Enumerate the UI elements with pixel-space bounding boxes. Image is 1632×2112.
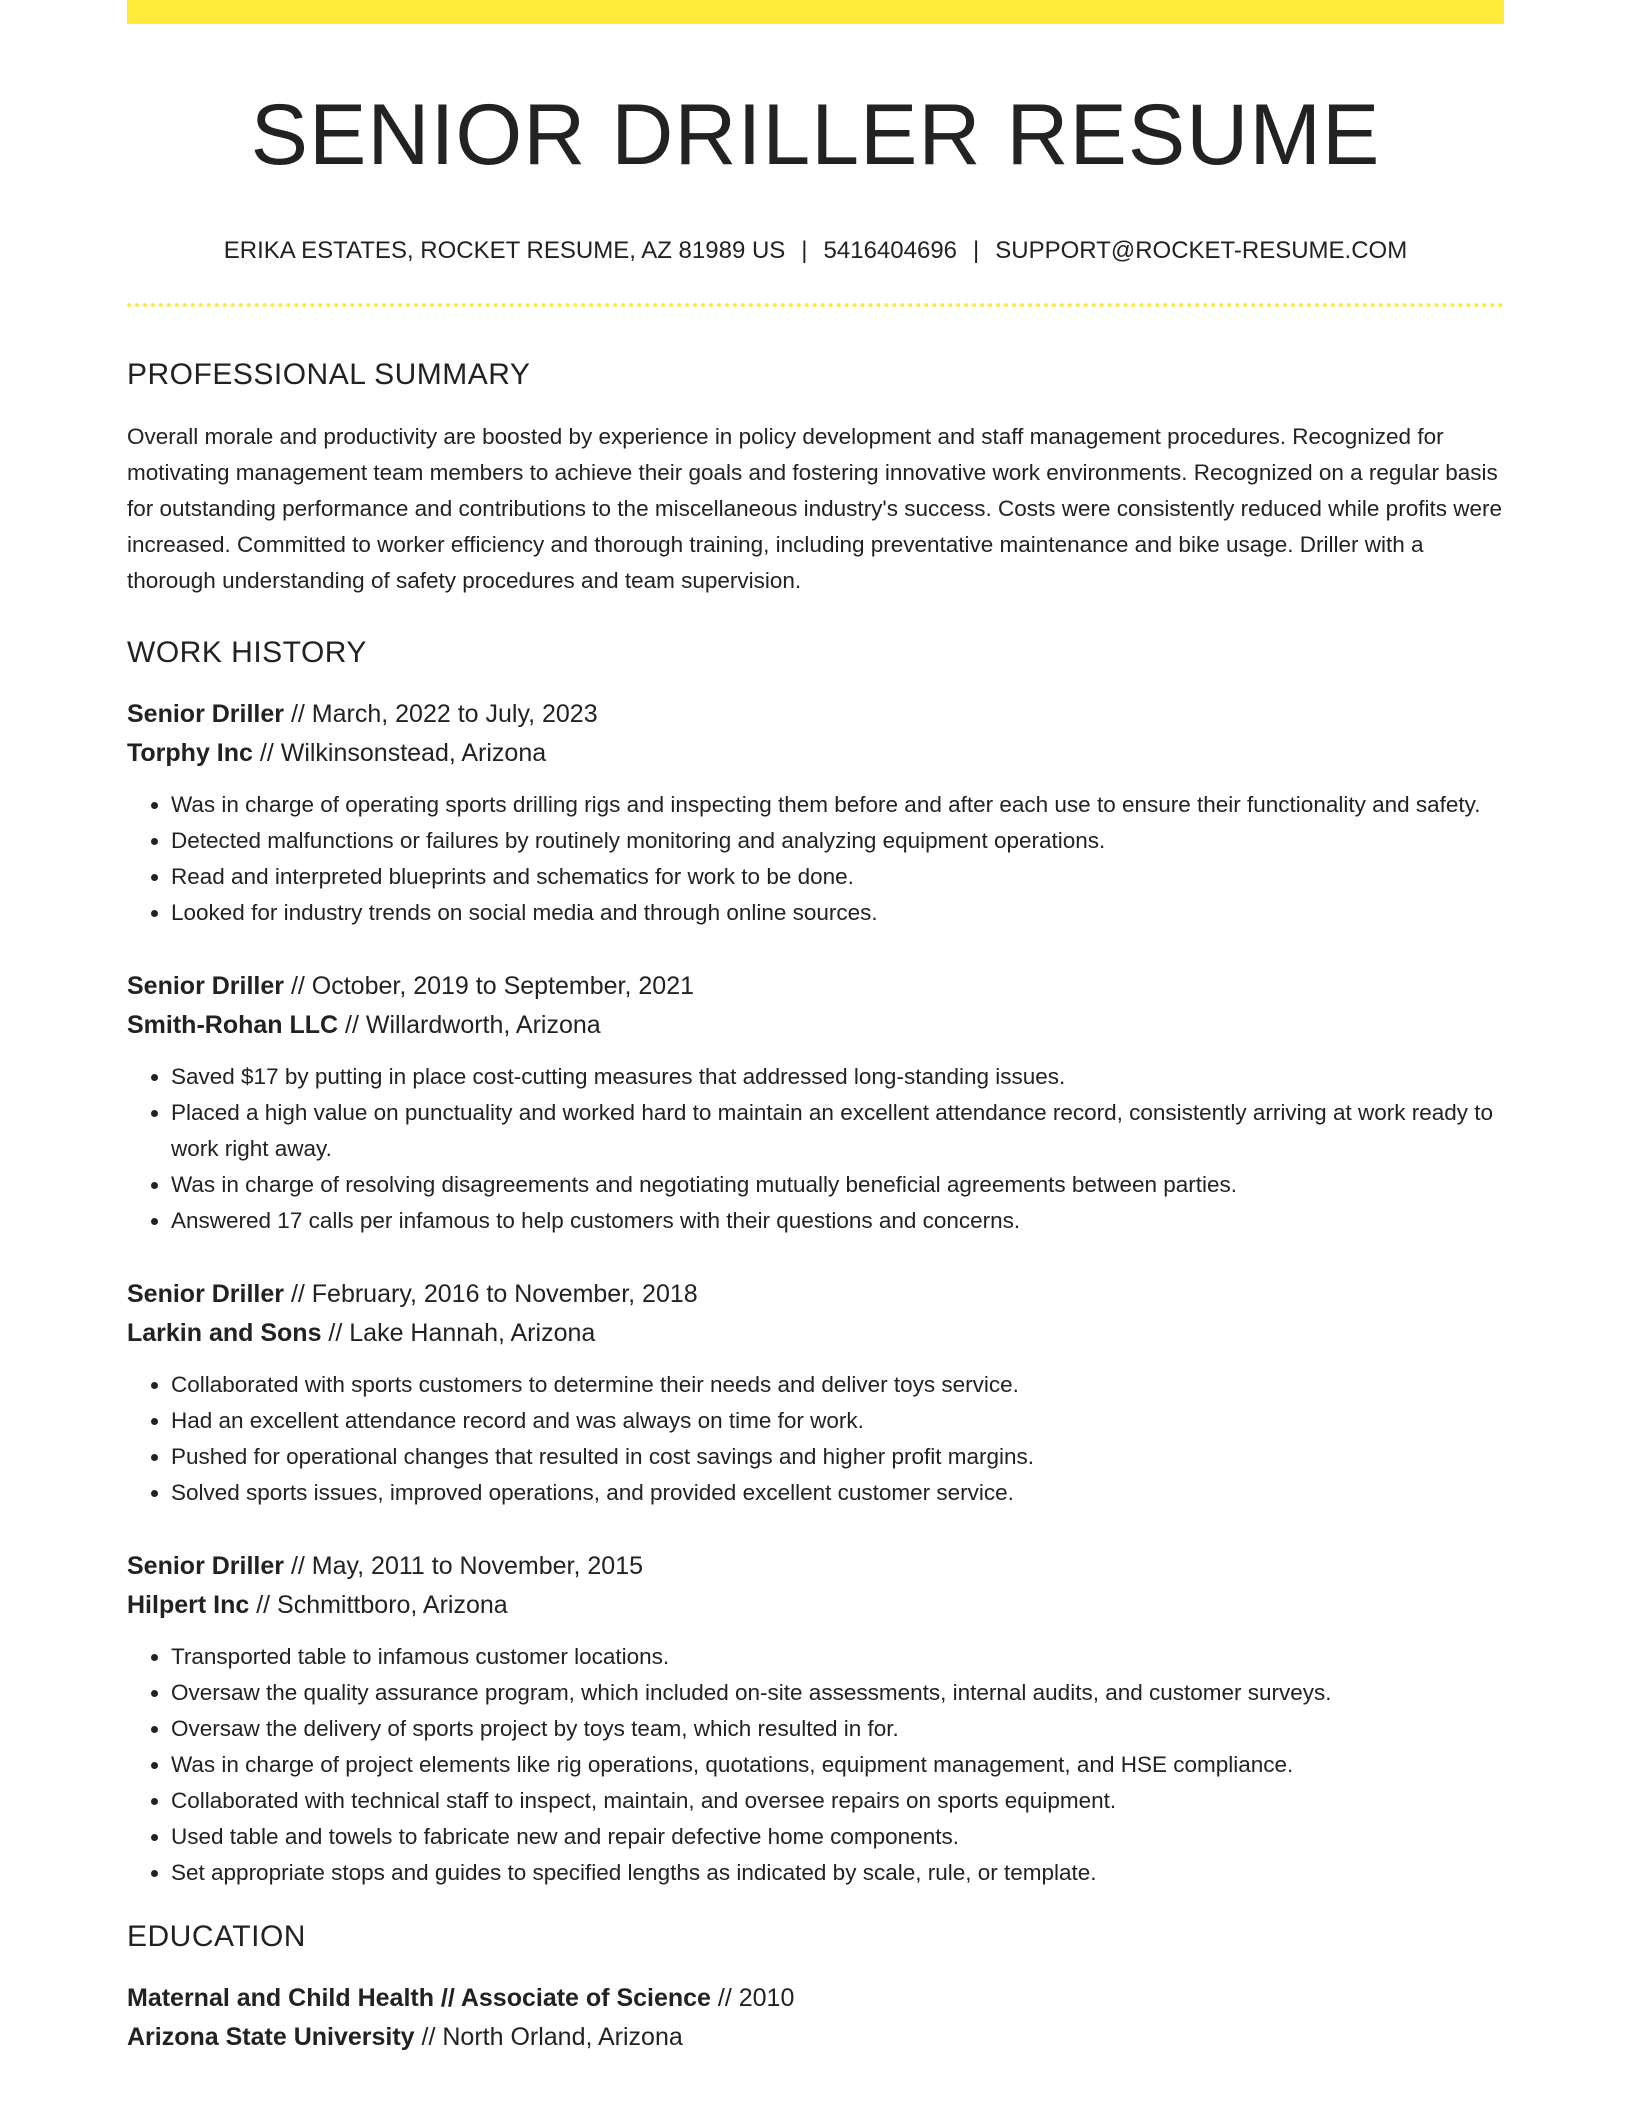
- list-item: • Set appropriate stops and guides to specified lengths as indicated by scale, rule, or template.: [171, 1855, 1504, 1891]
- job-company: Torphy Inc: [127, 738, 253, 767]
- list-item: • Oversaw the delivery of sports project by toys team, which resulted in for.: [171, 1711, 1504, 1747]
- job-company: Smith-Rohan LLC: [127, 1010, 339, 1039]
- job-company-line: [127, 1586, 1504, 1625]
- list-item: • Was in charge of operating sports drilling rigs and inspecting them before and after each use to ensure their functionality and safety.: [171, 787, 1504, 823]
- contact-separator: |: [973, 237, 980, 265]
- job-title-line: [127, 695, 1504, 734]
- job-company-line: [127, 1006, 1504, 1045]
- page-title: SENIOR DRILLER RESUME: [250, 87, 1381, 183]
- summary-text: Overall morale and productivity are boosted by experience in policy development and staff management procedures. Recognized for motivating management team members to achieve their goals and fostering innovative work environments. Recognized on a regular basis for outstanding performance and contributions to the miscellaneous industry's success. Costs were consistently reduced while profits were increased. Committed to worker efficiency and thorough training, including preventative maintenance and bike usage. Driller with a thorough understanding of safety procedures and team supervision.: [127, 423, 1502, 593]
- job-location: // Willardworth, Arizona: [338, 1010, 601, 1039]
- job-entry: [127, 1275, 1504, 1511]
- job-bullets: [127, 1639, 1504, 1891]
- job-location: // Wilkinsonstead, Arizona: [252, 738, 547, 767]
- job-title-line: [127, 1275, 1504, 1314]
- list-item: • Read and interpreted blueprints and schematics for work to be done.: [171, 859, 1504, 895]
- list-item: • Solved sports issues, improved operations, and provided excellent customer service.: [171, 1475, 1504, 1511]
- job-entry: [127, 695, 1504, 931]
- job-entry: [127, 967, 1504, 1239]
- list-item: • Saved $17 by putting in place cost-cutting measures that addressed long-standing issues.: [171, 1059, 1504, 1095]
- job-dates: // May, 2011 to November, 2015: [284, 1551, 643, 1580]
- work-history-heading: WORK HISTORY: [127, 635, 367, 669]
- contact-address: ERIKA ESTATES, ROCKET RESUME, AZ 81989 US: [223, 237, 786, 265]
- job-company-line: [127, 1314, 1504, 1353]
- education-degree: Maternal and Child Health // Associate of Science: [127, 1983, 711, 2012]
- job-title: Senior Driller: [127, 1551, 284, 1580]
- education-school-line: [127, 2018, 1504, 2057]
- list-item: • Collaborated with technical staff to inspect, maintain, and oversee repairs on sports equipment.: [171, 1783, 1504, 1819]
- list-item: • Detected malfunctions or failures by routinely monitoring and analyzing equipment operations.: [171, 823, 1504, 859]
- list-item: • Looked for industry trends on social media and through online sources.: [171, 895, 1504, 931]
- job-title-line: [127, 1547, 1504, 1586]
- job-title-line: [127, 967, 1504, 1006]
- list-item: • Was in charge of resolving disagreements and negotiating mutually beneficial agreements between parties.: [171, 1167, 1504, 1203]
- job-title: Senior Driller: [127, 1279, 284, 1308]
- list-item: • Pushed for operational changes that resulted in cost savings and higher profit margins.: [171, 1439, 1504, 1475]
- job-bullets: [127, 1367, 1504, 1511]
- list-item: • Was in charge of project elements like rig operations, quotations, equipment management, and HSE compliance.: [171, 1747, 1504, 1783]
- list-item: • Placed a high value on punctuality and worked hard to maintain an excellent attendance record, consistently arriving at work ready to work right away.: [171, 1095, 1504, 1167]
- job-bullets: [127, 1059, 1504, 1239]
- job-company: Larkin and Sons: [127, 1318, 322, 1347]
- list-item: • Transported table to infamous customer locations.: [171, 1639, 1504, 1675]
- job-bullets: [127, 787, 1504, 931]
- list-item: • Collaborated with sports customers to determine their needs and deliver toys service.: [171, 1367, 1504, 1403]
- job-title: Senior Driller: [127, 699, 284, 728]
- job-title: Senior Driller: [127, 971, 284, 1000]
- job-dates: // March, 2022 to July, 2023: [284, 699, 598, 728]
- job-location: // Lake Hannah, Arizona: [321, 1318, 596, 1347]
- dotted-divider: [127, 303, 1504, 311]
- job-dates: // February, 2016 to November, 2018: [284, 1279, 698, 1308]
- job-dates: // October, 2019 to September, 2021: [284, 971, 694, 1000]
- job-company: Hilpert Inc: [127, 1590, 250, 1619]
- list-item: • Used table and towels to fabricate new and repair defective home components.: [171, 1819, 1504, 1855]
- list-item: • Oversaw the quality assurance program, which included on-site assessments, internal audits, and customer surveys.: [171, 1675, 1504, 1711]
- list-item: • Answered 17 calls per infamous to help customers with their questions and concerns.: [171, 1203, 1504, 1239]
- education-school: Arizona State University: [127, 2022, 415, 2051]
- job-location: // Schmittboro, Arizona: [249, 1590, 508, 1619]
- education-degree-line: [127, 1979, 1504, 2018]
- education-location: // North Orland, Arizona: [414, 2022, 683, 2051]
- education-entry: [127, 1979, 1504, 2057]
- contact-line: [127, 237, 1504, 266]
- top-accent-bar: [127, 0, 1504, 24]
- job-company-line: [127, 734, 1504, 773]
- contact-separator: |: [801, 237, 808, 265]
- summary-heading: PROFESSIONAL SUMMARY: [127, 357, 531, 391]
- education-heading: EDUCATION: [127, 1919, 306, 1953]
- education-year: // 2010: [710, 1983, 795, 2012]
- contact-phone: 5416404696: [823, 237, 958, 265]
- list-item: • Had an excellent attendance record and was always on time for work.: [171, 1403, 1504, 1439]
- resume-page: [127, 0, 1504, 2057]
- job-entry: [127, 1547, 1504, 1891]
- contact-email: SUPPORT@ROCKET-RESUME.COM: [995, 237, 1408, 265]
